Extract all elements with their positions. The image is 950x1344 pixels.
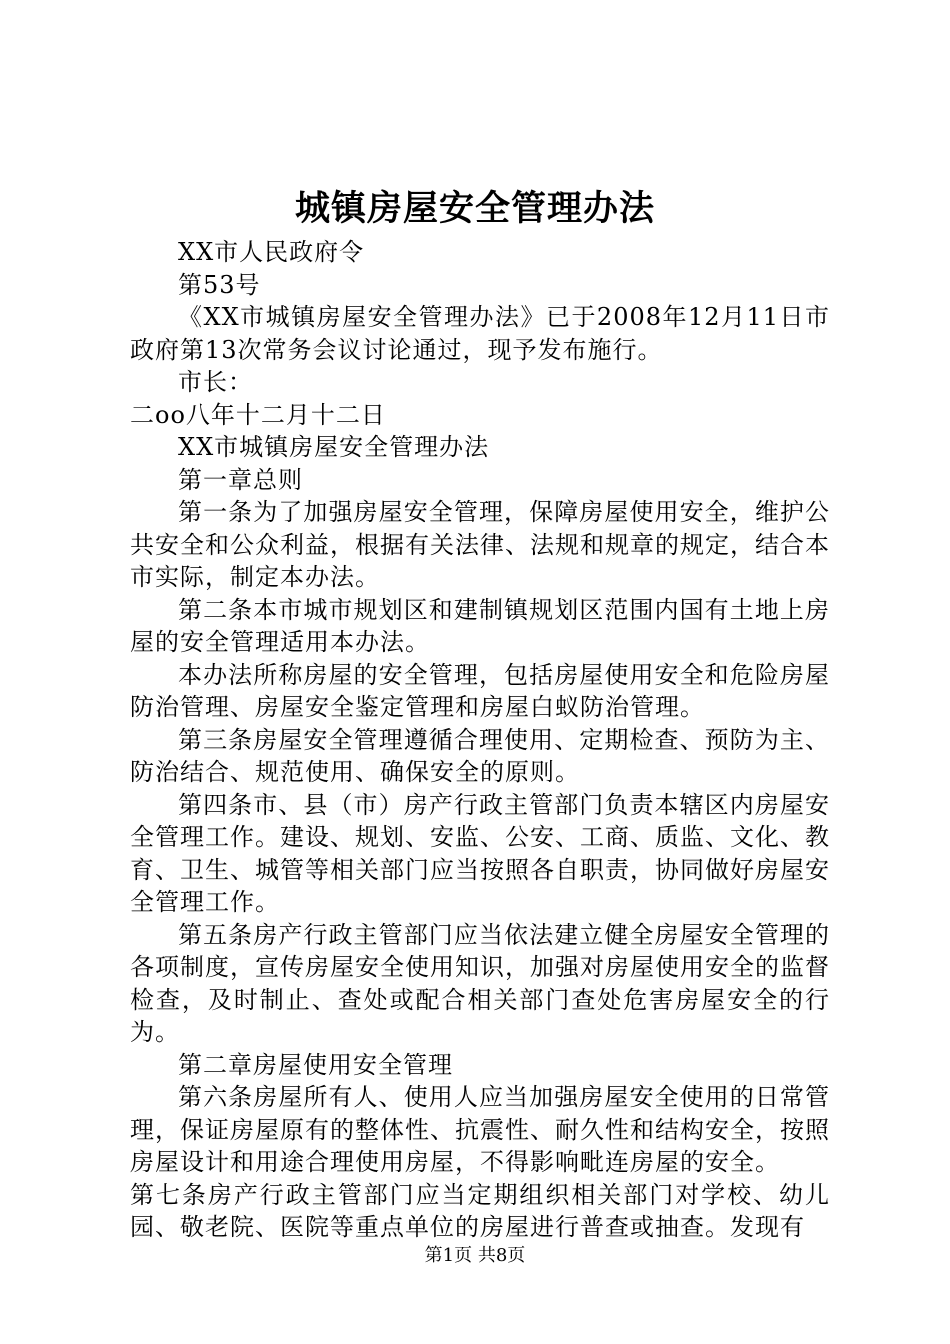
paragraph: 本办法所称房屋的安全管理，包括房屋使用安全和危险房屋防治管理、房屋安全鉴定管理和房屋白蚁防治管理。	[130, 660, 830, 721]
paragraph: XX市城镇房屋安全管理办法	[178, 433, 490, 461]
paragraph: 第二条本市城市规划区和建制镇规划区范围内国有土地上房屋的安全管理适用本办法。	[130, 595, 830, 656]
document-title: 城镇房屋安全管理办法	[294, 188, 655, 229]
paragraph: 第六条房屋所有人、使用人应当加强房屋安全使用的日常管理，保证房屋原有的整体性、抗震性、耐久性和结构安全，按照房屋设计和用途合理使用房屋，不得影响毗连房屋的安全。	[130, 1083, 830, 1176]
paragraph: 第53号	[178, 270, 261, 299]
paragraph: XX市人民政府令	[178, 238, 365, 266]
chapter-heading: 第一章总则	[178, 465, 303, 494]
document-body	[130, 236, 830, 1244]
page-number: 第1页 共8页	[424, 1245, 526, 1266]
paragraph: 第五条房产行政主管部门应当依法建立健全房屋安全管理的各项制度，宣传房屋安全使用知识，加强对房屋使用安全的监督检查，及时制止、查处或配合相关部门查处危害房屋安全的行为。	[130, 920, 830, 1046]
paragraph: 《XX市城镇房屋安全管理办法》已于2008年12月11日市政府第13次常务会议讨论通过，现予发布施行。	[130, 303, 830, 364]
paragraph: 市长：	[178, 368, 253, 396]
paragraph: 第三条房屋安全管理遵循合理使用、定期检查、预防为主、防治结合、规范使用、确保安全的原则。	[130, 725, 830, 786]
paragraph: 第七条房产行政主管部门应当定期组织相关部门对学校、幼儿园、敬老院、医院等重点单位的房屋进行普查或抽查。发现有	[130, 1180, 830, 1241]
paragraph: 第一条为了加强房屋安全管理，保障房屋使用安全，维护公共安全和公众利益，根据有关法律、法规和规章的规定，结合本市实际，制定本办法。	[130, 498, 830, 591]
chapter-heading: 第二章房屋使用安全管理	[178, 1050, 453, 1079]
paragraph: 二oo八年十二月十二日	[130, 400, 386, 429]
paragraph: 第四条市、县（市）房产行政主管部门负责本辖区内房屋安全管理工作。建设、规划、安监、公安、工商、质监、文化、教育、卫生、城管等相关部门应当按照各自职责，协同做好房屋安全管理工作。	[130, 790, 830, 916]
